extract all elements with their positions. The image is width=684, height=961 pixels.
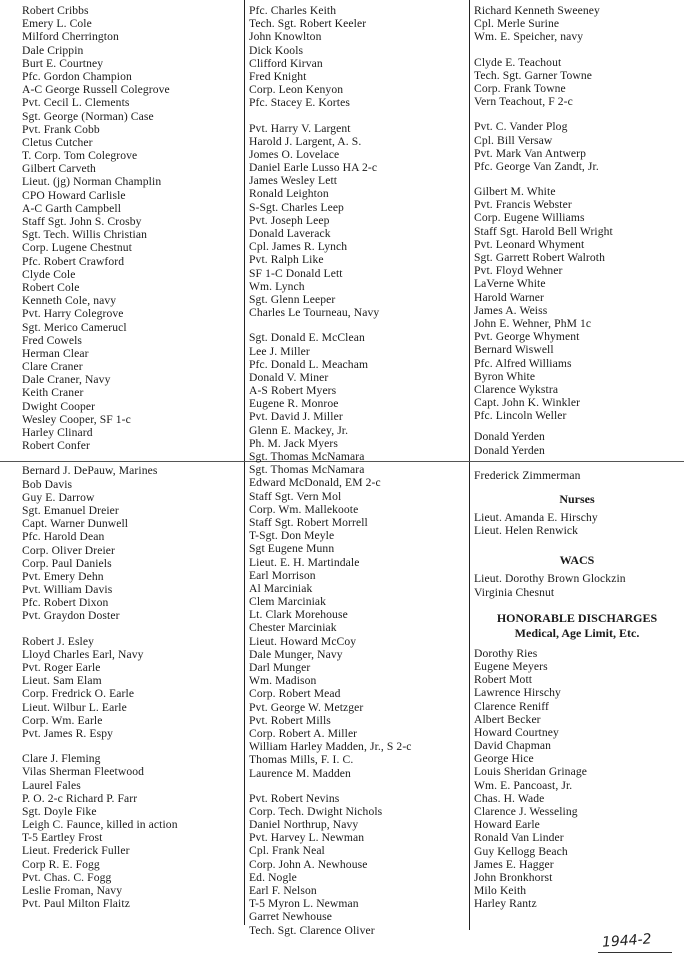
roster-name: Corp. Lugene Chestnut <box>22 241 132 255</box>
roster-name: Vilas Sherman Fleetwood <box>22 765 145 779</box>
roster-name: Sgt. George (Norman) Case <box>22 109 154 123</box>
roster-name: T. Corp. Tom Colegrove <box>22 149 138 163</box>
roster-name: Robert J. Esley <box>22 634 95 648</box>
roster-name: Wm. Lynch <box>249 279 305 293</box>
roster-name: Dale Munger, Navy <box>249 647 343 661</box>
roster-name: Capt. John K. Winkler <box>474 396 581 410</box>
roster-name: Jomes O. Lovelace <box>249 147 340 161</box>
roster-name: Pvt. Harry Colegrove <box>22 307 124 321</box>
roster-name: Dwight Cooper <box>22 399 96 413</box>
roster-name: Lee J. Miller <box>249 344 310 358</box>
roster-name: Corp. Frank Towne <box>474 81 566 95</box>
roster-name: Donald Laverack <box>249 227 331 240</box>
roster-name: Pvt. Mark Van Antwerp <box>474 146 587 160</box>
roster-name: Ph. M. Jack Myers <box>249 436 338 450</box>
roster-name: Tech. Sgt. Robert Keeler <box>249 17 367 31</box>
roster-name: Lieut. Dorothy Brown Glockzin <box>474 572 626 586</box>
roster-name: Clarence Reniff <box>474 699 550 713</box>
roster-name: Howard Courtney <box>474 725 559 739</box>
roster-name: Pvt. Robert Mills <box>249 713 331 727</box>
roster-name: Corp. Oliver Dreier <box>22 543 116 557</box>
roster-name: Clyde E. Teachout <box>474 55 562 69</box>
roster-name: LaVerne White <box>474 277 546 291</box>
roster-name: Thomas Mills, F. I. C. <box>249 753 354 767</box>
roster-name: Lieut. Sam Elam <box>22 674 102 688</box>
roster-name: Guy Kellogg Beach <box>474 844 568 858</box>
roster-name: Pfc. Robert Dixon <box>22 596 109 610</box>
roster-name: Pfc. Robert Crawford <box>22 254 125 268</box>
roster-name: Cpl. Frank Neal <box>249 844 325 858</box>
roster-name: Dorothy Ries <box>474 646 538 660</box>
section-gap <box>249 780 469 792</box>
roster-name: Corp. Wm. Mallekoote <box>249 502 359 516</box>
roster-name: Harold J. Largent, A. S. <box>249 134 362 148</box>
discharges-heading: HONORABLE DISCHARGES <box>496 610 658 625</box>
roster-name: Lieut. (jg) Norman Champlin <box>22 175 162 189</box>
roster-name: Eugene R. Monroe <box>249 397 339 411</box>
roster-name: Staff Sgt. Robert Morrell <box>249 515 368 529</box>
roster-name: Leslie Froman, Navy <box>22 884 123 897</box>
roster-name: Ronald Van Linder <box>474 831 564 845</box>
roster-name: Richard Kenneth Sweeney <box>474 4 600 17</box>
roster-name: Pvt. Francis Webster <box>474 198 572 212</box>
roster-name: Frederick Zimmerman <box>474 468 581 482</box>
roster-name: Tech. Sgt. Clarence Oliver <box>249 923 375 937</box>
roster-name: Pvt. Floyd Wehner <box>474 264 563 278</box>
roster-name: Wm. E. Pancoast, Jr. <box>474 778 573 792</box>
roster-name: Edward McDonald, EM 2-c <box>249 476 381 490</box>
roster-name: A-C Garth Campbell <box>22 201 122 215</box>
roster-name: Dale Crippin <box>22 43 84 57</box>
roster-name: Staff Sgt. Vern Mol <box>249 489 342 503</box>
roster-name: Charles Le Tourneau, Navy <box>249 306 380 320</box>
roster-name: Earl Morrison <box>249 568 316 582</box>
roster-name: Gilbert Carveth <box>22 162 96 176</box>
roster-name: Robert Cribbs <box>22 4 89 17</box>
roster-name: Lieut. E. H. Martindale <box>249 555 360 569</box>
roster-name: Wm. Madison <box>249 674 317 688</box>
roster-name: Ed. Nogle <box>249 870 297 884</box>
roster-name: Corp. Leon Kenyon <box>249 83 344 97</box>
roster-name: Pvt. Leonard Whyment <box>474 237 585 251</box>
roster-name: Corp. Robert A. Miller <box>249 726 358 740</box>
roster-name: Sgt. Merico Camerucl <box>22 320 127 334</box>
roster-name: John E. Wehner, PhM 1c <box>474 316 592 330</box>
roster-name: Corp. Tech. Dwight Nichols <box>249 804 383 818</box>
roster-name: Chas. H. Wade <box>474 791 545 805</box>
section-gap <box>249 110 469 122</box>
roster-name: Earl F. Nelson <box>249 884 317 897</box>
roster-name: CPO Howard Carlisle <box>22 188 126 202</box>
roster-name: Gilbert M. White <box>474 185 556 199</box>
roster-name: Fred Cowels <box>22 333 83 347</box>
roster-name: John Bronkhorst <box>474 870 553 884</box>
roster-name: Lt. Clark Morehouse <box>249 608 348 622</box>
roster-name: Daniel Northrup, Navy <box>249 818 359 832</box>
roster-name: Sgt. Donald E. McClean <box>249 331 365 345</box>
section-gap <box>474 44 680 56</box>
roster-name: Emery L. Cole <box>22 17 92 31</box>
roster-name: Chester Marciniak <box>249 621 337 635</box>
roster-name: Garret Newhouse <box>249 910 332 924</box>
roster-name: Clyde Cole <box>22 267 76 281</box>
roster-name: T-Sgt. Don Meyle <box>249 529 335 543</box>
roster-name: A-C George Russell Colegrove <box>22 83 170 97</box>
roster-name: Pvt. Ralph Like <box>249 253 324 267</box>
roster-name: Pvt. George W. Metzger <box>249 700 364 714</box>
roster-name: Cpl. Merle Surine <box>474 17 560 31</box>
roster-name: Dale Craner, Navy <box>22 373 111 387</box>
roster-name: Glenn E. Mackey, Jr. <box>249 423 349 437</box>
roster-name: P. O. 2-c Richard P. Farr <box>22 791 138 805</box>
roster-name: Corp. Wm. Earle <box>22 713 103 727</box>
roster-name: Donald Yerden <box>474 443 545 457</box>
section-gap <box>22 452 242 464</box>
roster-name: Pvt. Cecil L. Clements <box>22 96 130 110</box>
name-column-1 <box>22 4 242 910</box>
roster-name: Leigh C. Faunce, killed in action <box>22 818 178 832</box>
roster-name: Sgt. Thomas McNamara <box>249 463 365 477</box>
roster-name: A-S Robert Myers <box>249 384 337 398</box>
section-gap <box>474 422 680 430</box>
roster-name: Clem Marciniak <box>249 595 327 609</box>
wacs-heading: WACS <box>559 553 595 568</box>
roster-name: Bernard Wiswell <box>474 343 554 357</box>
roster-name: Corp. Robert Mead <box>249 687 341 701</box>
nurses-heading: Nurses <box>559 492 595 506</box>
roster-name: Pvt. William Davis <box>22 583 113 597</box>
roster-name: Capt. Warner Dunwell <box>22 517 129 531</box>
column-divider-right <box>469 0 470 930</box>
roster-name: Laurence M. Madden <box>249 766 351 780</box>
roster-name: Louis Sheridan Grinage <box>474 765 587 779</box>
roster-name: Pfc. Charles Keith <box>249 4 337 17</box>
roster-name: Pvt. James R. Espy <box>22 726 114 740</box>
roster-name: Pvt. George Whyment <box>474 330 580 344</box>
section-gap <box>22 623 242 635</box>
roster-name: Pfc. Alfred Williams <box>474 356 572 370</box>
section-gap <box>474 108 680 120</box>
roster-name: Vern Teachout, F 2-c <box>474 95 573 109</box>
roster-name: Robert Mott <box>474 673 533 687</box>
roster-name: Donald V. Miner <box>249 370 329 384</box>
roster-name: Pvt. Robert Nevins <box>249 791 340 805</box>
roster-name: Lawrence Hirschy <box>474 686 561 700</box>
roster-name: Pvt. Harry V. Largent <box>249 121 351 135</box>
roster-name: Corp. Paul Daniels <box>22 556 112 570</box>
roster-name: Lieut. Amanda E. Hirschy <box>474 511 598 524</box>
roster-name: Clare Craner <box>22 360 83 374</box>
roster-name: Pfc. Harold Dean <box>22 530 105 544</box>
roster-name: Darl Munger <box>249 661 311 674</box>
roster-name: Cpl. Bill Versaw <box>474 133 553 147</box>
roster-name: Lieut. Wilbur L. Earle <box>22 700 127 714</box>
roster-name: Al Marciniak <box>249 581 313 595</box>
roster-name: Fred Knight <box>249 69 307 83</box>
roster-name: Corp R. E. Fogg <box>22 857 100 871</box>
roster-name: James Wesley Lett <box>249 174 338 188</box>
roster-name: T-5 Myron L. Newman <box>249 897 359 911</box>
roster-name: James E. Hagger <box>474 857 554 871</box>
roster-name: Pvt. Graydon Doster <box>22 609 120 623</box>
roster-name: Virginia Chesnut <box>474 585 555 599</box>
section-gap <box>474 173 680 185</box>
roster-name: Clifford Kirvan <box>249 56 323 70</box>
section-gap <box>474 537 680 553</box>
roster-name: Albert Becker <box>474 712 541 726</box>
roster-name: Sgt Eugene Munn <box>249 542 335 556</box>
roster-name: Cpl. James R. Lynch <box>249 240 348 254</box>
roster-name: Donald Yerden <box>474 430 545 444</box>
roster-name: Byron White <box>474 369 536 383</box>
roster-name: Robert Confer <box>22 439 90 453</box>
section-gap <box>22 740 242 752</box>
roster-name: Guy E. Darrow <box>22 490 95 504</box>
roster-name: Wm. E. Speicher, navy <box>474 30 584 44</box>
archive-mark-underline <box>598 952 672 953</box>
roster-name: Lieut. Helen Renwick <box>474 524 579 538</box>
roster-name: Corp. Fredrick O. Earle <box>22 687 135 701</box>
archive-date-mark: 1944-2 <box>601 931 653 951</box>
roster-name: Cletus Cutcher <box>22 135 93 149</box>
roster-name: Keith Craner <box>22 386 84 400</box>
roster-name: Laurel Fales <box>22 778 81 792</box>
roster-name: SF 1-C Donald Lett <box>249 266 343 280</box>
roster-name: Pvt. Chas. C. Fogg <box>22 870 112 884</box>
roster-name: Harley Clinard <box>22 426 93 439</box>
roster-name: Eugene Meyers <box>474 659 548 673</box>
roster-name: Pfc. Stacey E. Kortes <box>249 96 350 110</box>
roster-name: Pfc. George Van Zandt, Jr. <box>474 159 599 173</box>
roster-name: Clarence Wykstra <box>474 382 559 396</box>
section-gap <box>474 457 680 469</box>
name-column-3 <box>474 4 680 911</box>
roster-name: Sgt. Thomas McNamara <box>249 450 365 463</box>
roster-name: Bob Davis <box>22 477 73 491</box>
roster-name: Sgt. Tech. Willis Christian <box>22 228 147 242</box>
roster-name: Harley Rantz <box>474 897 537 911</box>
roster-name: Milford Cherrington <box>22 30 119 44</box>
roster-name: Sgt. Doyle Fike <box>22 804 97 818</box>
roster-name: Ronald Leighton <box>249 187 329 201</box>
roster-name: Burt E. Courtney <box>22 56 104 70</box>
section-gap <box>474 599 680 611</box>
roster-name: James A. Weiss <box>474 303 548 317</box>
name-column-2 <box>249 4 469 937</box>
roster-name: Lieut. Frederick Fuller <box>22 844 130 858</box>
roster-name: Pfc. Donald L. Meacham <box>249 357 369 371</box>
roster-name: Pvt. David J. Miller <box>249 410 343 424</box>
roster-name: Pvt. Joseph Leep <box>249 213 330 227</box>
roster-name: George Hice <box>474 752 534 766</box>
roster-name: Clarence J. Wesseling <box>474 805 578 818</box>
roster-name: Tech. Sgt. Garner Towne <box>474 68 592 82</box>
roster-name: S-Sgt. Charles Leep <box>249 200 344 214</box>
roster-name: Pvt. Harvey L. Newman <box>249 831 365 845</box>
roster-name: Pfc. Gordon Champion <box>22 69 132 83</box>
roster-name: T-5 Eartley Frost <box>22 831 103 845</box>
roster-name: Pvt. Paul Milton Flaitz <box>22 897 130 911</box>
roster-name: Dick Kools <box>249 43 304 57</box>
roster-name: Sgt. Glenn Leeper <box>249 292 336 306</box>
roster-name: Milo Keith <box>474 884 527 898</box>
roster-name: Bernard J. DePauw, Marines <box>22 464 158 478</box>
roster-name: Lloyd Charles Earl, Navy <box>22 647 144 661</box>
roster-name: Corp. John A. Newhouse <box>249 857 368 871</box>
discharges-subheading: Medical, Age Limit, Etc. <box>514 625 640 640</box>
roster-name: Pvt. C. Vander Plog <box>474 120 568 134</box>
roster-name: John Knowlton <box>249 30 322 44</box>
roster-name: Corp. Eugene Williams <box>474 211 585 225</box>
roster-name: Wesley Cooper, SF 1-c <box>22 412 131 426</box>
roster-name: Daniel Earle Lusso HA 2-c <box>249 161 378 175</box>
roster-name: David Chapman <box>474 739 551 753</box>
roster-name: Pfc. Lincoln Weller <box>474 409 567 423</box>
section-gap <box>249 319 469 331</box>
roster-name: Pvt. Emery Dehn <box>22 569 104 583</box>
section-gap <box>474 482 680 492</box>
roster-name: Sgt. Garrett Robert Walroth <box>474 251 605 264</box>
roster-name: Pvt. Frank Cobb <box>22 122 100 136</box>
roster-name: Staff Sgt. Harold Bell Wright <box>474 224 613 238</box>
roster-name: Kenneth Cole, navy <box>22 294 117 308</box>
roster-name: Sgt. Emanuel Dreier <box>22 503 119 517</box>
roster-name: Howard Earle <box>474 818 540 832</box>
roster-name: Lieut. Howard McCoy <box>249 634 357 648</box>
roster-name: William Harley Madden, Jr., S 2-c <box>249 740 412 754</box>
roster-name: Staff Sgt. John S. Crosby <box>22 215 142 228</box>
roster-name: Robert Cole <box>22 280 80 294</box>
roster-name: Harold Warner <box>474 290 545 304</box>
roster-name: Clare J. Fleming <box>22 752 101 766</box>
roster-name: Pvt. Roger Earle <box>22 661 101 674</box>
column-divider-left <box>244 0 245 925</box>
roster-name: Herman Clear <box>22 346 89 360</box>
